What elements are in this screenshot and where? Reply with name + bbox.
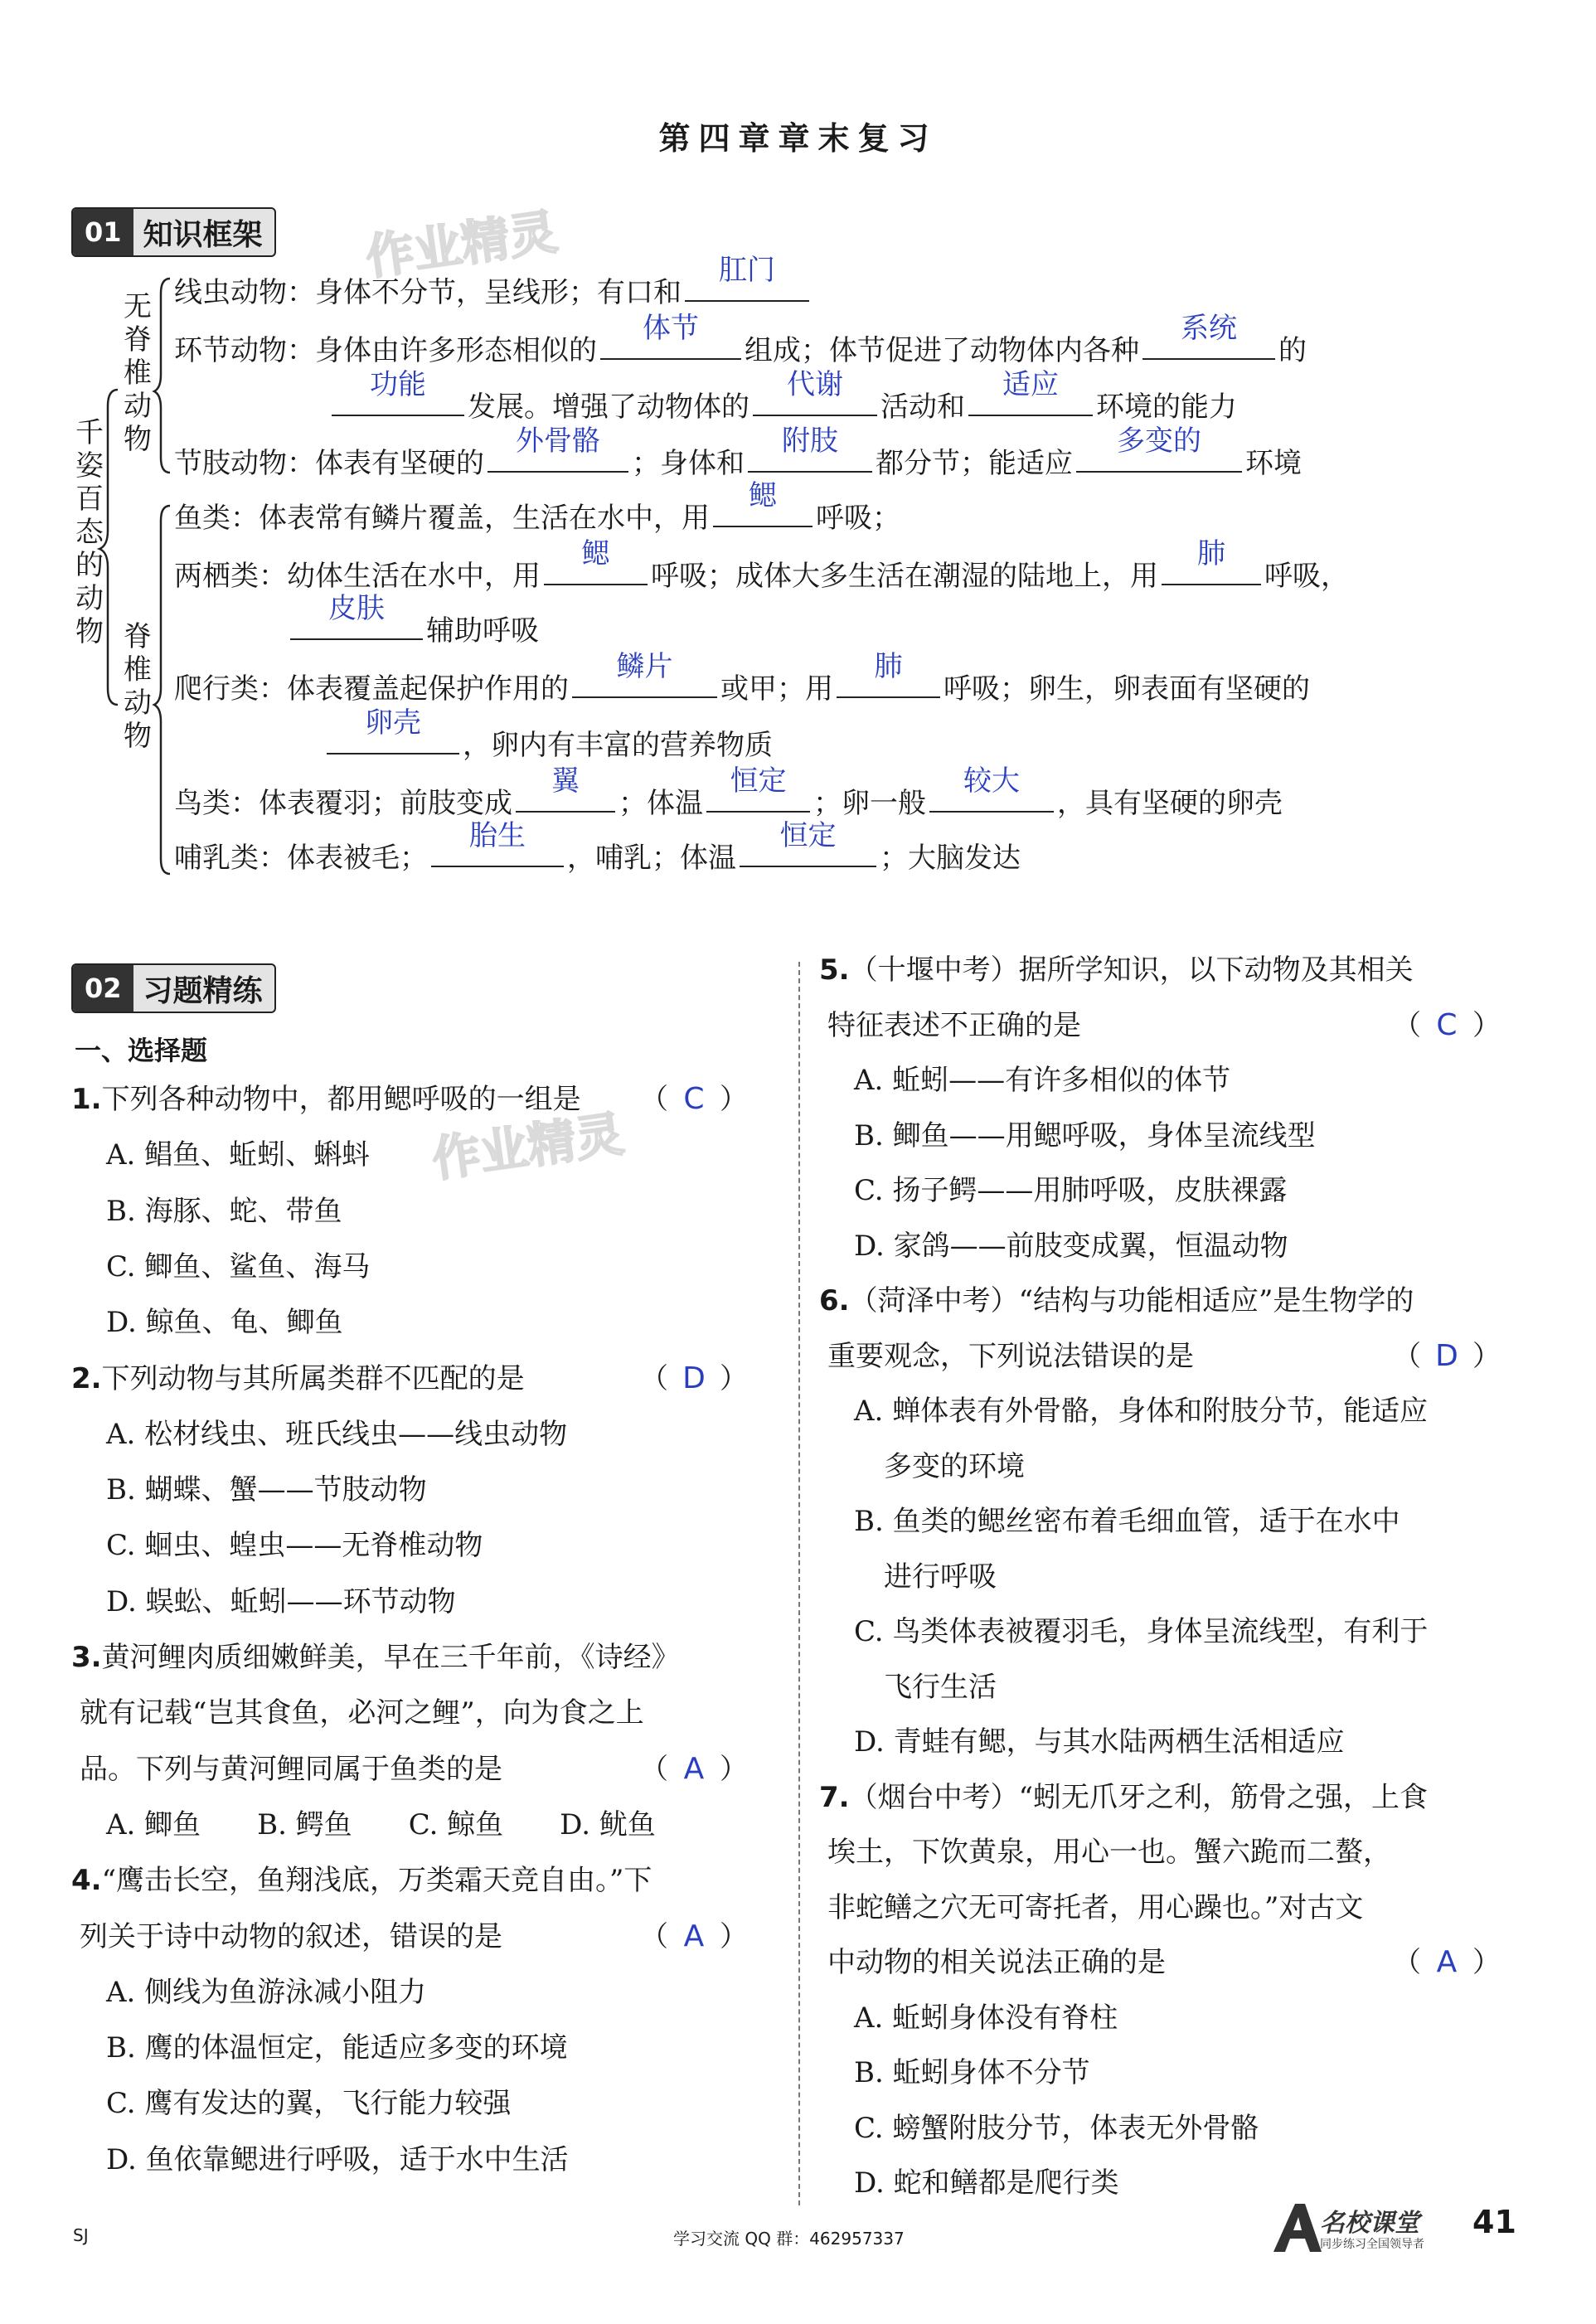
question-number: 1. (71, 1083, 102, 1116)
framework-row (174, 650, 1310, 707)
question-stem (819, 1283, 1414, 1319)
answer-bracket: （ A ） (1393, 1945, 1501, 1979)
framework-text: 呼吸；卵生，卵表面有坚硬的 (944, 672, 1310, 706)
line-text: B. 鱼类的鳃丝密布着毛细血管，适于在水中 (854, 1505, 1400, 1538)
handwritten-answer: 肺 (874, 650, 903, 683)
page-number: 41 (1472, 2204, 1516, 2240)
answer-blank (572, 650, 717, 698)
line-text: A. 蚯蚓身体没有脊柱 (854, 2001, 1118, 2035)
line-text: 非蛇鳝之穴无可寄托者，用心躁也。”对古文 (827, 1890, 1364, 1924)
question-text (827, 1338, 1194, 1375)
framework-text: 环境的能力 (1096, 391, 1237, 424)
question-number: 7. (819, 1780, 850, 1814)
answer-blank (544, 537, 648, 585)
handwritten-answer: 鳃 (581, 537, 610, 570)
question-stem (819, 952, 1414, 988)
answer-blank (968, 368, 1093, 416)
framework-text: 节肢动物：体表有坚硬的 (174, 447, 484, 480)
answer-blank (516, 764, 615, 813)
line-text: B. 海豚、蛇、带鱼 (106, 1194, 342, 1228)
line-text: C. 蛔虫、蝗虫——无脊椎动物 (106, 1529, 483, 1563)
handwritten-answer: 外骨骼 (516, 425, 600, 458)
answer-blank (685, 254, 809, 302)
answer-bracket: （ A ） (640, 1919, 748, 1953)
line-text: D. 蛇和鳝都是爬行类 (854, 2166, 1119, 2200)
handwritten-answer: 肛门 (719, 254, 775, 287)
framework-text: ；大脑发达 (880, 842, 1021, 875)
brand-logo (1269, 2199, 1472, 2257)
answer-option (106, 1416, 567, 1453)
answer-blank (431, 819, 564, 867)
line-text: 就有记载“岂其食鱼，必河之鲤”，向为食之上 (80, 1696, 644, 1730)
answer-option (854, 2110, 1259, 2147)
line-text: D. 家鸽——前肢变成翼，恒温动物 (854, 1229, 1288, 1263)
answer-option (106, 1527, 483, 1564)
framework-text: ，具有坚硬的卵壳 (1057, 787, 1283, 820)
line-text: A. 侧线为鱼游泳减小阻力 (106, 1975, 427, 2009)
line-text: C. 扬子鳄——用肺呼吸，皮肤裸露 (854, 1174, 1288, 1207)
line-text: C. 鲫鱼、鲨鱼、海马 (106, 1249, 371, 1283)
question-text (827, 1944, 1166, 1981)
framework-row (174, 312, 1307, 369)
handwritten-answer: 胎生 (469, 819, 526, 852)
line-text: 下列动物与其所属类群不匹配的是 (101, 1361, 525, 1395)
answer-option (854, 1613, 1428, 1650)
line-text: D. 鲸鱼、龟、鲫鱼 (106, 1306, 343, 1340)
answer-option (106, 2030, 568, 2066)
framework-root-label: 千姿百态的动物 (75, 416, 104, 648)
question-text (80, 1751, 502, 1788)
line-text: 列关于诗中动物的叙述，错误的是 (80, 1919, 502, 1953)
handwritten-choice: A (683, 1919, 705, 1953)
framework-text: 环节动物：身体由许多形态相似的 (174, 334, 597, 367)
line-text: C. 鸟类体表被覆羽毛，身体呈流线型，有利于 (854, 1615, 1429, 1648)
handwritten-answer: 恒定 (779, 819, 837, 852)
line-text: 重要观念，下列说法错误的是 (827, 1339, 1194, 1373)
framework-text: 呼吸； (816, 502, 900, 535)
answer-option (854, 1062, 1230, 1099)
handwritten-answer: 适应 (1002, 368, 1059, 401)
question-text (884, 1669, 997, 1705)
section-label: 知识框架 (143, 216, 263, 252)
question-text (80, 1919, 502, 1955)
question-number: 5. (819, 953, 850, 987)
question-number: 3. (71, 1641, 102, 1674)
question-text (827, 1007, 1081, 1044)
line-text: B. 蝴蝶、蟹——节肢动物 (106, 1473, 427, 1507)
answer-option (854, 2165, 1119, 2201)
framework-text: ，卵内有丰富的营养物质 (463, 729, 773, 762)
line-text: A. 蚯蚓——有许多相似的体节 (854, 1064, 1231, 1097)
framework-row (174, 819, 1021, 876)
handwritten-answer: 恒定 (730, 764, 787, 798)
line-text: D. 鱼依靠鳃进行呼吸，适于水中生活 (106, 2142, 569, 2176)
line-text: 进行呼吸 (884, 1560, 997, 1594)
answer-bracket: （ A ） (640, 1751, 748, 1786)
framework-text: 发展。增强了动物体的 (468, 391, 749, 424)
line-text: 特征表述不正确的是 (827, 1008, 1081, 1042)
line-text: 多变的环境 (884, 1449, 1025, 1483)
line-text: D. 青蛙有鳃，与其水陆两栖生活相适应 (854, 1725, 1345, 1759)
answer-option (106, 1807, 656, 1843)
invert-brace (154, 279, 170, 473)
framework-text: 鱼类：体表常有鳞片覆盖，生活在水中，用 (174, 502, 710, 535)
question-text (80, 1695, 644, 1731)
answer-blank (753, 368, 877, 416)
section-label: 习题精练 (143, 973, 263, 1008)
answer-blank (290, 592, 423, 640)
framework-text: 爬行类：体表覆盖起保护作用的 (174, 672, 569, 706)
question-stem (71, 1361, 525, 1397)
answer-option (106, 1249, 370, 1285)
framework-text: ；身体和 (632, 447, 745, 480)
handwritten-answer: 翼 (551, 764, 580, 798)
answer-bracket: （ C ） (1393, 1007, 1501, 1042)
handwritten-answer: 肺 (1197, 537, 1225, 570)
handwritten-choice: D (1435, 1338, 1458, 1373)
answer-option (854, 1724, 1345, 1760)
line-text: B. 蚯蚓身体不分节 (854, 2056, 1090, 2089)
framework-text: 线虫动物：身体不分节，呈线形；有口和 (174, 276, 682, 309)
question-number: 4. (71, 1864, 102, 1898)
handwritten-choice: D (682, 1361, 706, 1395)
handwritten-answer: 附肢 (782, 425, 838, 458)
answer-blank (929, 764, 1054, 813)
question-number: 6. (819, 1284, 850, 1317)
framework-row (174, 537, 1349, 594)
footer-code: SJ (73, 2225, 89, 2245)
framework-row (323, 706, 773, 764)
answer-option (854, 2000, 1118, 2036)
answer-bracket: （ D ） (1393, 1338, 1501, 1373)
answer-blank (1162, 537, 1261, 585)
framework-text: 的 (1278, 334, 1307, 367)
line-text: A. 松材线虫、班氏线虫——线虫动物 (106, 1417, 568, 1451)
line-text: 飞行生活 (884, 1670, 997, 1704)
answer-option (106, 1584, 456, 1620)
line-text: 中动物的相关说法正确的是 (827, 1946, 1166, 1979)
question-stem (819, 1779, 1428, 1816)
handwritten-answer: 皮肤 (328, 592, 385, 625)
line-text: C. 螃蟹附肢分节，体表无外骨骼 (854, 2111, 1259, 2145)
question-stem (71, 1081, 581, 1118)
answer-blank (837, 650, 940, 698)
line-text: 黄河鲤肉质细嫩鲜美，早在三千年前，《诗经》 (101, 1641, 680, 1674)
framework-text: 都分节；能适应 (876, 447, 1073, 480)
answer-blank (488, 425, 628, 473)
question-text (884, 1559, 997, 1595)
framework-text: 鸟类：体表覆羽；前肢变成 (174, 787, 512, 820)
handwritten-answer: 代谢 (787, 368, 843, 401)
framework-text: 呼吸；成体大多生活在潮湿的陆地上，用 (651, 560, 1158, 593)
line-text: （烟台中考）“蚓无爪牙之利，筋骨之强，上食 (849, 1780, 1428, 1814)
answer-blank (713, 479, 813, 527)
answer-blank (706, 764, 810, 813)
line-text: B. 鹰的体温恒定，能适应多变的环境 (106, 2031, 568, 2065)
line-text: （菏泽中考）“结构与功能相适应”是生物学的 (849, 1284, 1414, 1317)
answer-bracket: （ D ） (640, 1361, 748, 1395)
handwritten-answer: 多变的 (1117, 425, 1201, 458)
framework-text: ；卵一般 (813, 787, 926, 820)
answer-blank (600, 312, 741, 360)
question-number: 2. (71, 1361, 102, 1395)
watermark: 作业精灵 (429, 1105, 628, 1188)
section-number: 01 (73, 209, 133, 255)
framework-text: 呼吸， (1264, 560, 1349, 593)
answer-blank (748, 425, 872, 473)
handwritten-answer: 较大 (963, 764, 1020, 798)
handwritten-choice: A (683, 1751, 705, 1786)
vertebrate-label: 脊椎动物 (124, 620, 152, 753)
line-text: 品。下列与黄河鲤同属于鱼类的是 (80, 1752, 502, 1786)
watermark: 作业精灵 (362, 203, 561, 286)
answer-option (106, 1193, 342, 1230)
answer-bracket: （ C ） (640, 1082, 748, 1116)
framework-row (174, 764, 1283, 822)
answer-blank (1142, 312, 1275, 360)
framework-text: 组成；体节促进了动物体内各种 (745, 334, 1139, 367)
framework-text: 环境 (1245, 447, 1302, 480)
answer-option (854, 1228, 1288, 1264)
line-text: “鹰击长空，鱼翔浅底，万类霜天竞自由。”下 (101, 1864, 652, 1898)
handwritten-answer: 鳞片 (616, 650, 673, 683)
answer-blank (740, 819, 876, 867)
handwritten-answer: 卵壳 (365, 706, 421, 740)
handwritten-answer: 鳃 (749, 479, 777, 512)
line-text: A. 鲫鱼 B. 鳄鱼 C. 鲸鱼 D. 鱿鱼 (106, 1807, 656, 1841)
handwritten-choice: A (1436, 1945, 1458, 1979)
framework-text: 活动和 (880, 391, 965, 424)
answer-option (854, 2055, 1090, 2091)
brand-a-icon (1269, 2199, 1327, 2257)
question-stem (71, 1862, 652, 1899)
framework-text: 哺乳类：体表被毛； (174, 842, 428, 875)
framework-row (328, 368, 1237, 425)
line-text: D. 蜈蚣、蚯蚓——环节动物 (106, 1584, 456, 1618)
invertebrate-label: 无脊椎动物 (124, 290, 152, 456)
question-text (827, 1834, 1391, 1870)
brand-name: 名校课堂 (1320, 2209, 1419, 2238)
choice-heading: 一、选择题 (75, 1035, 208, 1066)
line-text: 下列各种动物中，都用鳃呼吸的一组是 (101, 1083, 581, 1116)
column-divider (798, 962, 800, 2205)
line-text: B. 鲫鱼——用鳃呼吸，身体呈流线型 (854, 1118, 1316, 1152)
framework-text: 辅助呼吸 (426, 614, 539, 648)
framework-text: ；体温 (619, 787, 703, 820)
line-text: A. 蝉体表有外骨骼，身体和附肢分节，能适应 (854, 1395, 1429, 1428)
answer-option (106, 1472, 427, 1508)
answer-blank (327, 706, 459, 754)
vert-brace (154, 506, 170, 874)
line-text: （十堰中考）据所学知识，以下动物及其相关 (849, 953, 1414, 987)
answer-blank (332, 368, 464, 416)
answer-option (854, 1118, 1316, 1154)
handwritten-answer: 体节 (643, 312, 699, 345)
footer-qq: 学习交流 QQ 群：462957337 (673, 2229, 905, 2249)
line-text: 埃土，下饮黄泉，用心一也。蟹六跪而二螯， (827, 1836, 1391, 1869)
question-stem (71, 1639, 680, 1676)
section-exercises (71, 963, 276, 1013)
framework-row (174, 254, 813, 311)
framework-text: ，哺乳；体温 (567, 842, 736, 875)
answer-blank (1076, 425, 1242, 473)
framework-text: 两栖类：幼体生活在水中，用 (174, 560, 541, 593)
handwritten-choice: C (683, 1082, 705, 1116)
brand-tagline: 同步练习全国领导者 (1320, 2238, 1424, 2251)
root-brace (99, 390, 118, 705)
answer-option (854, 1172, 1287, 1209)
answer-option (854, 1503, 1400, 1540)
line-text: A. 鲳鱼、蚯蚓、蝌蚪 (106, 1138, 371, 1172)
answer-option (106, 2085, 511, 2122)
answer-option (106, 1137, 370, 1173)
answer-option (854, 1393, 1428, 1429)
question-text (884, 1448, 1025, 1485)
framework-row (287, 592, 539, 649)
handwritten-answer: 系统 (1181, 312, 1237, 345)
page-title: 第四章章末复习 (658, 119, 938, 157)
answer-option (106, 1974, 426, 2011)
answer-option (106, 1304, 343, 1341)
line-text: C. 鹰有发达的翼，飞行能力较强 (106, 2087, 512, 2121)
framework-row (174, 479, 900, 536)
question-text (827, 1890, 1363, 1926)
section-number: 02 (73, 965, 133, 1012)
handwritten-choice: C (1436, 1007, 1458, 1042)
answer-option (106, 2142, 569, 2178)
framework-row (174, 425, 1302, 482)
handwritten-answer: 功能 (370, 368, 426, 401)
framework-text: 或甲；用 (720, 672, 833, 706)
